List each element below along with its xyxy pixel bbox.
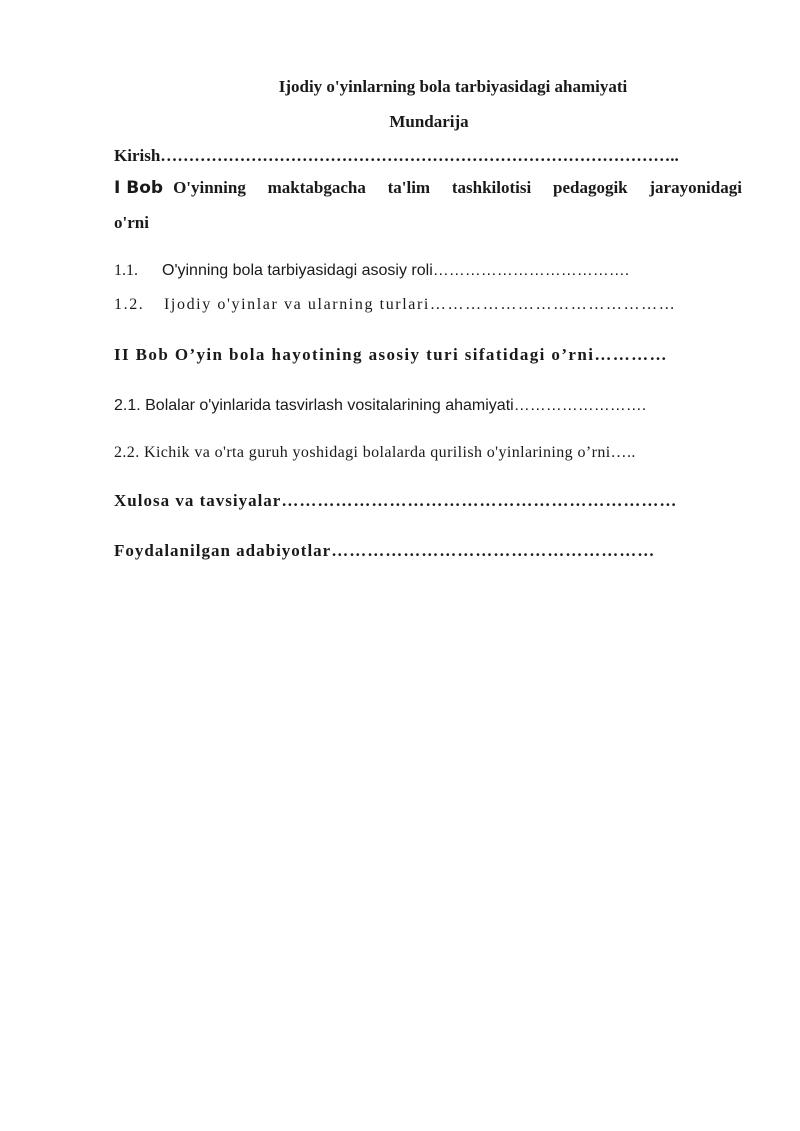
toc-entry-text: Ijodiy o'yinlar va ularning turlari…………………………………… <box>164 296 677 313</box>
chapter-1-word: O'yinning <box>173 178 246 197</box>
toc-entry-number: 1.2. <box>114 296 145 313</box>
document-title: Ijodiy o'yinlarning bola tarbiyasidagi ahamiyati <box>278 77 628 96</box>
toc-entry-chapter-1-continuation: o'rni <box>114 213 149 232</box>
chapter-1-word: maktabgacha <box>267 178 366 197</box>
chapter-1-word: jarayonidagi <box>649 178 742 197</box>
toc-entry-adabiyotlar: Foydalanilgan adabiyotlar……………………………………………… <box>114 541 656 560</box>
toc-entry-kirish: Kirish……………………………………………………………………………….. <box>114 146 679 165</box>
chapter-1-word: pedagogik <box>552 178 628 197</box>
toc-entry-2-1: 2.1. Bolalar o'yinlarida tasvirlash vositalarining ahamiyati……………………. <box>114 397 647 414</box>
toc-entry-2-2: 2.2. Kichik va o'rta guruh yoshidagi bolalarda qurilish o'yinlarining o’rni….. <box>114 444 636 461</box>
toc-entry-text: O'yinning bola tarbiyasidagi asosiy roli………………………………. <box>162 262 630 279</box>
toc-entry-number: 1.1. <box>114 262 138 279</box>
chapter-1-word: ta'lim <box>387 178 431 197</box>
chapter-1-word: tashkilotisi <box>451 178 532 197</box>
toc-heading: Mundarija <box>389 112 469 131</box>
toc-entry-chapter-2: II Bob O’yin bola hayotining asosiy turi sifatidagi o’rni………… <box>114 345 668 364</box>
toc-entry-xulosa: Xulosa va tavsiyalar………………………………………………………… <box>114 491 678 510</box>
toc-entry-1-2 <box>114 296 676 314</box>
toc-entry-chapter-1 <box>114 178 742 198</box>
chapter-1-label: I Bob <box>114 178 164 198</box>
toc-entry-1-1 <box>114 262 629 280</box>
